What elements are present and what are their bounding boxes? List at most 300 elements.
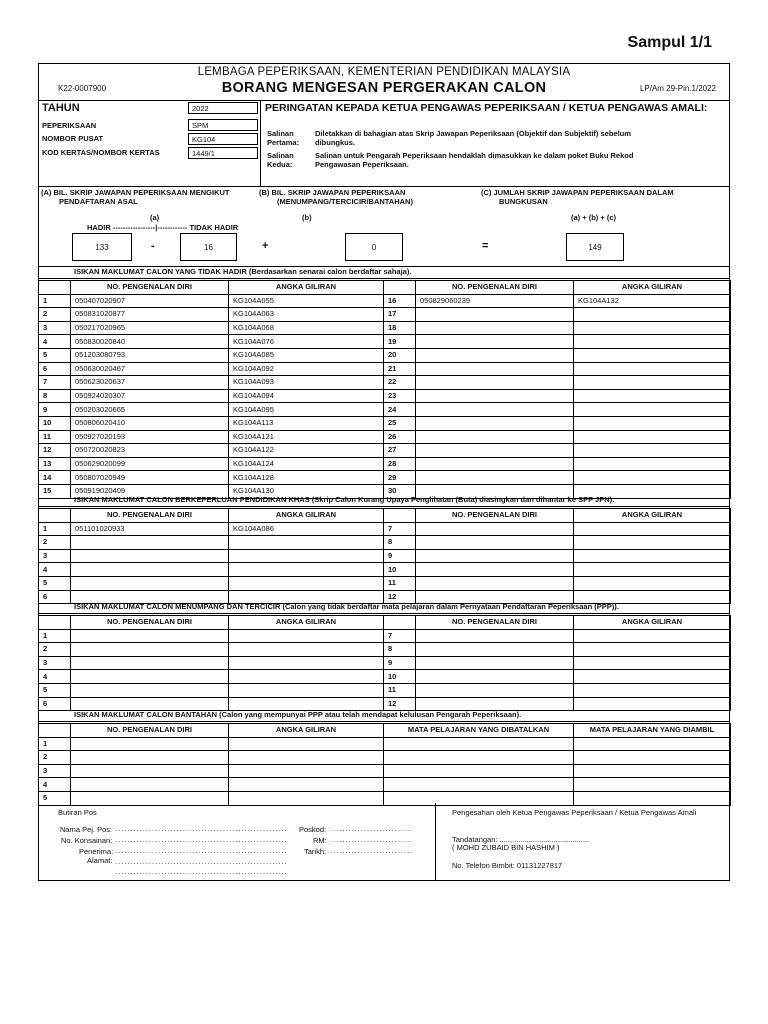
pengenalan-diri-cell[interactable] xyxy=(416,321,574,335)
row-number: 8 xyxy=(39,389,71,403)
nama-pej-pos-label: Nama Pej. Pos: xyxy=(60,825,113,834)
angka-giliran-cell[interactable] xyxy=(574,308,731,322)
row-number: 8 xyxy=(384,536,416,550)
angka-giliran-cell[interactable]: KG104A132 xyxy=(574,294,731,308)
col-pengenalan-diri: NO. PENGENALAN DIRI xyxy=(71,281,229,295)
angka-giliran-cell[interactable] xyxy=(229,536,384,550)
table-row xyxy=(39,335,731,349)
table-row xyxy=(39,321,731,335)
angka-giliran-cell[interactable]: KG104A086 xyxy=(229,522,384,536)
tahun-label: TAHUN xyxy=(42,102,80,114)
row-number: 1 xyxy=(39,522,71,536)
row-number: 10 xyxy=(384,563,416,577)
angka-giliran-cell[interactable] xyxy=(574,536,731,550)
table-row xyxy=(39,471,731,485)
angka-giliran-cell[interactable] xyxy=(574,416,731,430)
pengenalan-diri-cell[interactable] xyxy=(416,576,574,590)
angka-giliran-cell[interactable] xyxy=(574,389,731,403)
table-row xyxy=(39,643,731,657)
row-number: 11 xyxy=(384,576,416,590)
pengenalan-diri-cell xyxy=(71,778,229,792)
pengenalan-diri-cell[interactable] xyxy=(71,656,229,670)
angka-giliran-cell[interactable] xyxy=(574,348,731,362)
section-tidak-hadir-title: ISIKAN MAKLUMAT CALON YANG TIDAK HADIR (Berdasarkan senarai calon berdaftar sahaja). xyxy=(38,266,730,279)
angka-giliran-cell[interactable] xyxy=(229,576,384,590)
mata-pelajaran-diambil-cell xyxy=(574,791,731,805)
salinan-pertama-text: Diletakkan di bahagian atas Skrip Jawapan Peperiksaan (Objektif dan Subjektif) sebelum dibungkus. xyxy=(315,129,631,147)
pengenalan-diri-cell[interactable] xyxy=(416,308,574,322)
row-number: 2 xyxy=(39,308,71,322)
col-no xyxy=(39,281,71,295)
table-row xyxy=(39,376,731,390)
col-pengenalan-diri: NO. PENGENALAN DIRI xyxy=(71,724,229,738)
row-number: 19 xyxy=(384,335,416,349)
angka-giliran-cell[interactable]: KG104A128 xyxy=(229,471,384,485)
angka-giliran-cell[interactable] xyxy=(229,629,384,643)
pengenalan-diri-cell xyxy=(71,751,229,765)
salinan-kedua-label xyxy=(267,151,294,169)
angka-giliran-cell[interactable]: KG104A055 xyxy=(229,294,384,308)
kod-kertas-label: KOD KERTAS/NOMBOR KERTAS xyxy=(42,148,160,157)
table-row xyxy=(39,294,731,308)
pengenalan-diri-cell[interactable]: 051203080793 xyxy=(71,348,229,362)
peringatan-block xyxy=(260,100,730,186)
angka-giliran-cell[interactable]: KG104A085 xyxy=(229,348,384,362)
angka-giliran-cell[interactable] xyxy=(574,683,731,697)
row-number: 4 xyxy=(39,335,71,349)
summary-b-symbol: (b) xyxy=(302,213,312,222)
row-number: 11 xyxy=(384,683,416,697)
angka-giliran-cell[interactable]: KG104A093 xyxy=(229,376,384,390)
salinan-pertama-label xyxy=(267,129,299,147)
angka-giliran-cell[interactable] xyxy=(574,563,731,577)
form-header xyxy=(38,63,730,101)
salinan-kedua-text: Salinan untuk Pengarah Peperiksaan hendaklah dimasukkan ke dalam poket Buku Rekod Pengawasan Peperiksaan. xyxy=(315,151,634,169)
col-no xyxy=(39,724,71,738)
pengenalan-diri-cell[interactable]: 050831020877 xyxy=(71,308,229,322)
hadir-tidak-hadir-line: HADIR -----------------|------------ TIDAK HADIR xyxy=(87,223,239,232)
angka-giliran-cell[interactable] xyxy=(574,629,731,643)
angka-giliran-cell[interactable] xyxy=(229,643,384,657)
pengenalan-diri-cell xyxy=(71,737,229,751)
row-number: 5 xyxy=(39,791,71,805)
pengenalan-diri-cell[interactable]: 050720020823 xyxy=(71,444,229,458)
penerima-label: Penerima: xyxy=(79,847,114,856)
table-row xyxy=(39,522,731,536)
col-pengenalan-diri-2: NO. PENGENALAN DIRI xyxy=(416,281,574,295)
penerima-field[interactable]: ........................................................ xyxy=(115,846,288,855)
hadir-count: 133 xyxy=(72,233,132,261)
table-row xyxy=(39,457,731,471)
table-row xyxy=(39,737,731,751)
table-row xyxy=(39,403,731,417)
tidak-hadir-table xyxy=(38,280,731,499)
angka-giliran-cell[interactable] xyxy=(229,656,384,670)
table-row xyxy=(39,536,731,550)
poskod-label: Poskod: xyxy=(299,825,327,834)
row-number: 18 xyxy=(384,321,416,335)
pos-title: Butiran Pos xyxy=(58,808,97,817)
bantahan-count: 0 xyxy=(345,233,403,261)
row-number: 7 xyxy=(384,629,416,643)
row-number: 4 xyxy=(39,778,71,792)
col-pengenalan-diri-2: NO. PENGENALAN DIRI xyxy=(416,616,574,630)
col-angka-giliran-2: ANGKA GILIRAN xyxy=(574,281,731,295)
col-angka-giliran-2: ANGKA GILIRAN xyxy=(574,509,731,523)
summary-c-label-2: BUNGKUSAN xyxy=(499,197,548,206)
sampul-label: Sampul 1/1 xyxy=(627,34,712,51)
row-number: 6 xyxy=(39,590,71,604)
pengenalan-diri-cell[interactable] xyxy=(71,683,229,697)
pengenalan-diri-cell[interactable] xyxy=(416,643,574,657)
pengenalan-diri-cell[interactable]: 050807020949 xyxy=(71,471,229,485)
angka-giliran-cell[interactable]: KG104A095 xyxy=(229,403,384,417)
table-row xyxy=(39,656,731,670)
form-code: LP/Am 29-Pin.1/2022 xyxy=(639,84,716,93)
row-number: 29 xyxy=(384,471,416,485)
summary-a-symbol: (a) xyxy=(150,213,160,222)
row-number: 8 xyxy=(384,643,416,657)
angka-giliran-cell[interactable]: KG104A076 xyxy=(229,335,384,349)
nama-pej-pos-field[interactable]: ........................................................ xyxy=(115,824,288,833)
minus-sign: - xyxy=(151,240,155,252)
row-number: 24 xyxy=(384,403,416,417)
col-angka-giliran-2: ANGKA GILIRAN xyxy=(574,616,731,630)
summary-a-label-2: PENDAFTARAN ASAL xyxy=(59,197,138,206)
pengenalan-diri-cell[interactable]: 050217020965 xyxy=(71,321,229,335)
pengenalan-diri-cell[interactable] xyxy=(71,536,229,550)
angka-giliran-cell[interactable] xyxy=(229,549,384,563)
salinan-pertama-label-1: Salinan xyxy=(267,129,294,138)
tahun-value: 2022 xyxy=(188,102,258,114)
angka-giliran-cell[interactable] xyxy=(574,656,731,670)
section-menumpang-title: ISIKAN MAKLUMAT CALON MENUMPANG DAN TERCICIR (Calon yang tidak berdaftar mata pelajaran dalam Pernyataan Pendaftaran Peperiksaan (PPP)). xyxy=(38,601,730,614)
summary-b-label xyxy=(259,188,413,206)
rm-label: RM: xyxy=(313,836,327,845)
col-mata-pelajaran-diambil: MATA PELAJARAN YANG DIAMBIL xyxy=(574,724,731,738)
pengenalan-diri-cell[interactable]: 050203020665 xyxy=(71,403,229,417)
pengenalan-diri-cell[interactable]: 050407020907 xyxy=(71,294,229,308)
pengenalan-diri-cell[interactable] xyxy=(416,416,574,430)
angka-giliran-cell xyxy=(229,751,384,765)
peperiksaan-value: SPM xyxy=(188,119,258,131)
row-number: 3 xyxy=(39,656,71,670)
total-count: 149 xyxy=(566,233,624,261)
pengenalan-diri-cell[interactable]: 050830020840 xyxy=(71,335,229,349)
angka-giliran-cell[interactable] xyxy=(574,362,731,376)
table-row xyxy=(39,629,731,643)
row-number: 28 xyxy=(384,457,416,471)
angka-giliran-cell[interactable] xyxy=(574,576,731,590)
bantahan-table xyxy=(38,723,731,806)
row-number: 13 xyxy=(39,457,71,471)
row-number: 4 xyxy=(39,563,71,577)
agency-name: LEMBAGA PEPERIKSAAN, KEMENTERIAN PENDIDIKAN MALAYSIA xyxy=(197,66,571,78)
salinan-kedua-label-2: Kedua: xyxy=(267,160,293,169)
angka-giliran-cell[interactable] xyxy=(574,522,731,536)
summary-a-label xyxy=(41,188,230,206)
pengenalan-diri-cell xyxy=(71,764,229,778)
angka-giliran-cell[interactable]: KG104A068 xyxy=(229,321,384,335)
summary-a-label-1: (A) BIL. SKRIP JAWAPAN PEPERIKSAAN MENGIKUT xyxy=(41,188,230,197)
angka-giliran-cell[interactable]: KG104A063 xyxy=(229,308,384,322)
row-number: 5 xyxy=(39,576,71,590)
pengenalan-diri-cell[interactable] xyxy=(416,536,574,550)
row-number: 23 xyxy=(384,389,416,403)
row-number: 2 xyxy=(39,751,71,765)
section-bantahan-title: ISIKAN MAKLUMAT CALON BANTAHAN (Calon yang mempunyai PPP atau telah mendapat kelulusan Pengarah Peperiksaan). xyxy=(38,709,730,722)
row-number: 9 xyxy=(384,549,416,563)
row-number: 9 xyxy=(384,656,416,670)
mata-pelajaran-dibatalkan-cell xyxy=(384,791,574,805)
alamat-label: Alamat: xyxy=(87,856,113,865)
col-no-2 xyxy=(384,509,416,523)
row-number: 5 xyxy=(39,683,71,697)
row-number: 14 xyxy=(39,471,71,485)
row-number: 3 xyxy=(39,549,71,563)
mata-pelajaran-diambil-cell xyxy=(574,751,731,765)
pengenalan-diri-cell[interactable] xyxy=(71,643,229,657)
col-angka-giliran: ANGKA GILIRAN xyxy=(229,616,384,630)
alamat-field-1[interactable]: ........................................................ xyxy=(115,857,288,866)
table-row xyxy=(39,348,731,362)
table-row xyxy=(39,308,731,322)
rm-field[interactable]: ........................... xyxy=(330,835,414,844)
pengenalan-diri-cell xyxy=(71,791,229,805)
row-number: 1 xyxy=(39,629,71,643)
row-number: 22 xyxy=(384,376,416,390)
mata-pelajaran-diambil-cell xyxy=(574,764,731,778)
pengenalan-diri-cell[interactable] xyxy=(71,670,229,684)
col-angka-giliran: ANGKA GILIRAN xyxy=(229,509,384,523)
pengenalan-diri-cell[interactable] xyxy=(416,335,574,349)
angka-giliran-cell[interactable] xyxy=(574,549,731,563)
summary-b-label-2: (MENUMPANG/TERCICIR/BANTAHAN) xyxy=(277,197,413,206)
pengenalan-diri-cell[interactable]: 050927020193 xyxy=(71,430,229,444)
angka-giliran-cell[interactable]: KG104A113 xyxy=(229,416,384,430)
pengenalan-diri-cell[interactable] xyxy=(416,471,574,485)
pengenalan-diri-cell[interactable] xyxy=(71,549,229,563)
row-number: 25 xyxy=(384,416,416,430)
plus-sign: + xyxy=(262,240,269,252)
row-number: 12 xyxy=(39,444,71,458)
table-row xyxy=(39,549,731,563)
table-row xyxy=(39,362,731,376)
pengenalan-diri-cell[interactable]: 050924020307 xyxy=(71,389,229,403)
form-title: BORANG MENGESAN PERGERAKAN CALON xyxy=(221,80,547,96)
row-number: 1 xyxy=(39,294,71,308)
angka-giliran-cell[interactable] xyxy=(574,444,731,458)
pengenalan-diri-cell[interactable] xyxy=(71,563,229,577)
row-number: 4 xyxy=(39,670,71,684)
pengenalan-diri-cell[interactable] xyxy=(416,549,574,563)
angka-giliran-cell xyxy=(229,737,384,751)
tarikh-field[interactable]: ........................... xyxy=(330,846,414,855)
row-number: 17 xyxy=(384,308,416,322)
mata-pelajaran-dibatalkan-cell xyxy=(384,778,574,792)
tandatangan-field[interactable]: Tandatangan: ........................................... xyxy=(452,835,590,844)
angka-giliran-cell[interactable] xyxy=(574,403,731,417)
row-number: 6 xyxy=(39,362,71,376)
angka-giliran-cell[interactable]: KG104A124 xyxy=(229,457,384,471)
col-no-2 xyxy=(384,616,416,630)
row-number: 5 xyxy=(39,348,71,362)
angka-giliran-cell[interactable] xyxy=(574,376,731,390)
row-number: 21 xyxy=(384,362,416,376)
mata-pelajaran-diambil-cell xyxy=(574,737,731,751)
col-no xyxy=(39,509,71,523)
pengenalan-diri-cell[interactable] xyxy=(416,362,574,376)
table-row xyxy=(39,444,731,458)
table-row xyxy=(39,670,731,684)
summary-b-label-1: (B) BIL. SKRIP JAWAPAN PEPERIKSAAN xyxy=(259,188,406,197)
angka-giliran-cell[interactable]: KG104A092 xyxy=(229,362,384,376)
table-row xyxy=(39,683,731,697)
mata-pelajaran-diambil-cell xyxy=(574,778,731,792)
pengenalan-diri-cell[interactable] xyxy=(416,656,574,670)
row-number: 6 xyxy=(39,697,71,711)
col-pengenalan-diri: NO. PENGENALAN DIRI xyxy=(71,509,229,523)
row-number: 16 xyxy=(384,294,416,308)
pusat-value: KG104 xyxy=(188,133,258,145)
row-number: 2 xyxy=(39,536,71,550)
table-row xyxy=(39,416,731,430)
pengenalan-diri-cell[interactable] xyxy=(416,522,574,536)
kod-kertas-value: 1449/1 xyxy=(188,147,258,159)
row-number: 10 xyxy=(384,670,416,684)
table-row xyxy=(39,430,731,444)
kp-nama: ( MOHD ZUBAID BIN HASHIM ) xyxy=(452,843,560,852)
angka-giliran-cell[interactable] xyxy=(574,643,731,657)
pengenalan-diri-cell[interactable]: 050629020099 xyxy=(71,457,229,471)
pengenalan-diri-cell[interactable] xyxy=(71,576,229,590)
row-number: 3 xyxy=(39,321,71,335)
menumpang-table xyxy=(38,615,731,711)
pengenalan-diri-cell[interactable] xyxy=(416,430,574,444)
pengenalan-diri-cell[interactable] xyxy=(416,376,574,390)
pengenalan-diri-cell[interactable] xyxy=(416,629,574,643)
summary-c-label-1: (C) JUMLAH SKRIP JAWAPAN PEPERIKSAAN DALAM xyxy=(481,188,674,197)
no-konsainan-field[interactable]: ........................................................ xyxy=(115,835,288,844)
pengenalan-diri-cell[interactable]: 050623020637 xyxy=(71,376,229,390)
row-number: 15 xyxy=(39,484,71,498)
table-row xyxy=(39,791,731,805)
col-no-2 xyxy=(384,281,416,295)
pengenalan-diri-cell[interactable]: 050919020409 xyxy=(71,484,229,498)
angka-giliran-cell[interactable] xyxy=(574,335,731,349)
pengenalan-diri-cell[interactable]: 050829060239 xyxy=(416,294,574,308)
row-number: 12 xyxy=(384,697,416,711)
table-row xyxy=(39,563,731,577)
row-number: 12 xyxy=(384,590,416,604)
pengenalan-diri-cell[interactable] xyxy=(416,403,574,417)
angka-giliran-cell[interactable] xyxy=(229,563,384,577)
table-row xyxy=(39,576,731,590)
angka-giliran-cell[interactable] xyxy=(229,670,384,684)
table-row xyxy=(39,751,731,765)
table-row xyxy=(39,389,731,403)
telefon-bimbit: No. Telefon Bimbit: 01131227817 xyxy=(452,861,563,870)
pengenalan-diri-cell[interactable] xyxy=(416,683,574,697)
pengenalan-diri-cell[interactable] xyxy=(416,670,574,684)
pengenalan-diri-cell[interactable]: 050630020467 xyxy=(71,362,229,376)
angka-giliran-cell[interactable] xyxy=(574,457,731,471)
no-konsainan-label: No. Konsainan: xyxy=(61,836,113,845)
equals-sign: = xyxy=(482,240,489,252)
angka-giliran-cell xyxy=(229,791,384,805)
row-number: 3 xyxy=(39,764,71,778)
col-angka-giliran: ANGKA GILIRAN xyxy=(229,281,384,295)
pengenalan-diri-cell[interactable] xyxy=(416,348,574,362)
mata-pelajaran-dibatalkan-cell xyxy=(384,737,574,751)
tidak-hadir-count: 16 xyxy=(180,233,237,261)
angka-giliran-cell[interactable]: KG104A130 xyxy=(229,484,384,498)
angka-giliran-cell xyxy=(229,764,384,778)
col-pengenalan-diri-2: NO. PENGENALAN DIRI xyxy=(416,509,574,523)
angka-giliran-cell[interactable]: KG104A094 xyxy=(229,389,384,403)
row-number: 27 xyxy=(384,444,416,458)
col-no xyxy=(39,616,71,630)
pengenalan-diri-cell[interactable] xyxy=(416,389,574,403)
row-number: 7 xyxy=(39,376,71,390)
pendidikan-khas-table xyxy=(38,508,731,604)
angka-giliran-cell[interactable] xyxy=(574,430,731,444)
reference-number: K22-0007900 xyxy=(58,84,107,93)
pengenalan-diri-cell[interactable] xyxy=(71,629,229,643)
pengenalan-diri-cell[interactable]: 051101020933 xyxy=(71,522,229,536)
salinan-kedua-label-1: Salinan xyxy=(267,151,294,160)
angka-giliran-cell[interactable]: KG104A122 xyxy=(229,444,384,458)
mata-pelajaran-dibatalkan-cell xyxy=(384,764,574,778)
angka-giliran-cell xyxy=(229,778,384,792)
alamat-field-2[interactable]: ........................................................ xyxy=(115,867,288,876)
pengenalan-diri-cell[interactable] xyxy=(416,444,574,458)
pusat-label: NOMBOR PUSAT xyxy=(42,134,104,143)
row-number: 1 xyxy=(39,737,71,751)
pengenalan-diri-cell[interactable] xyxy=(416,457,574,471)
row-number: 2 xyxy=(39,643,71,657)
pengenalan-diri-cell[interactable] xyxy=(416,563,574,577)
row-number: 26 xyxy=(384,430,416,444)
col-mata-pelajaran-dibatalkan: MATA PELAJARAN YANG DIBATALKAN xyxy=(384,724,574,738)
pengenalan-diri-cell[interactable]: 050806020410 xyxy=(71,416,229,430)
pengesahan-title: Pengesahan oleh Ketua Pengawas Peperiksaan / Ketua Pengawas Amali xyxy=(452,808,697,817)
row-number: 9 xyxy=(39,403,71,417)
row-number: 30 xyxy=(384,484,416,498)
tarikh-label: Tarikh: xyxy=(304,847,327,856)
summary-c-label xyxy=(481,188,674,206)
section-pendidikan-khas-title: ISIKAN MAKLUMAT CALON BERKEPERLUAN PENDIDIKAN KHAS (Skrip Calon Kurang Upaya Penglihatan (Buta) diasingkan dan dihantar ke SPP JPN). xyxy=(38,494,730,507)
angka-giliran-cell[interactable] xyxy=(574,471,731,485)
col-angka-giliran: ANGKA GILIRAN xyxy=(229,724,384,738)
salinan-pertama-label-2: Pertama: xyxy=(267,138,300,147)
table-row xyxy=(39,778,731,792)
angka-giliran-cell[interactable] xyxy=(574,670,731,684)
poskod-field[interactable]: ........................... xyxy=(330,824,414,833)
row-number: 11 xyxy=(39,430,71,444)
col-pengenalan-diri: NO. PENGENALAN DIRI xyxy=(71,616,229,630)
angka-giliran-cell[interactable]: KG104A121 xyxy=(229,430,384,444)
peringatan-title: PERINGATAN KEPADA KETUA PENGAWAS PEPERIKSAAN / KETUA PENGAWAS AMALI: xyxy=(265,102,708,114)
peperiksaan-label: PEPERIKSAAN xyxy=(42,121,97,130)
row-number: 7 xyxy=(384,522,416,536)
table-row xyxy=(39,764,731,778)
angka-giliran-cell[interactable] xyxy=(574,321,731,335)
angka-giliran-cell[interactable] xyxy=(229,683,384,697)
mata-pelajaran-dibatalkan-cell xyxy=(384,751,574,765)
info-block xyxy=(38,100,260,186)
row-number: 20 xyxy=(384,348,416,362)
